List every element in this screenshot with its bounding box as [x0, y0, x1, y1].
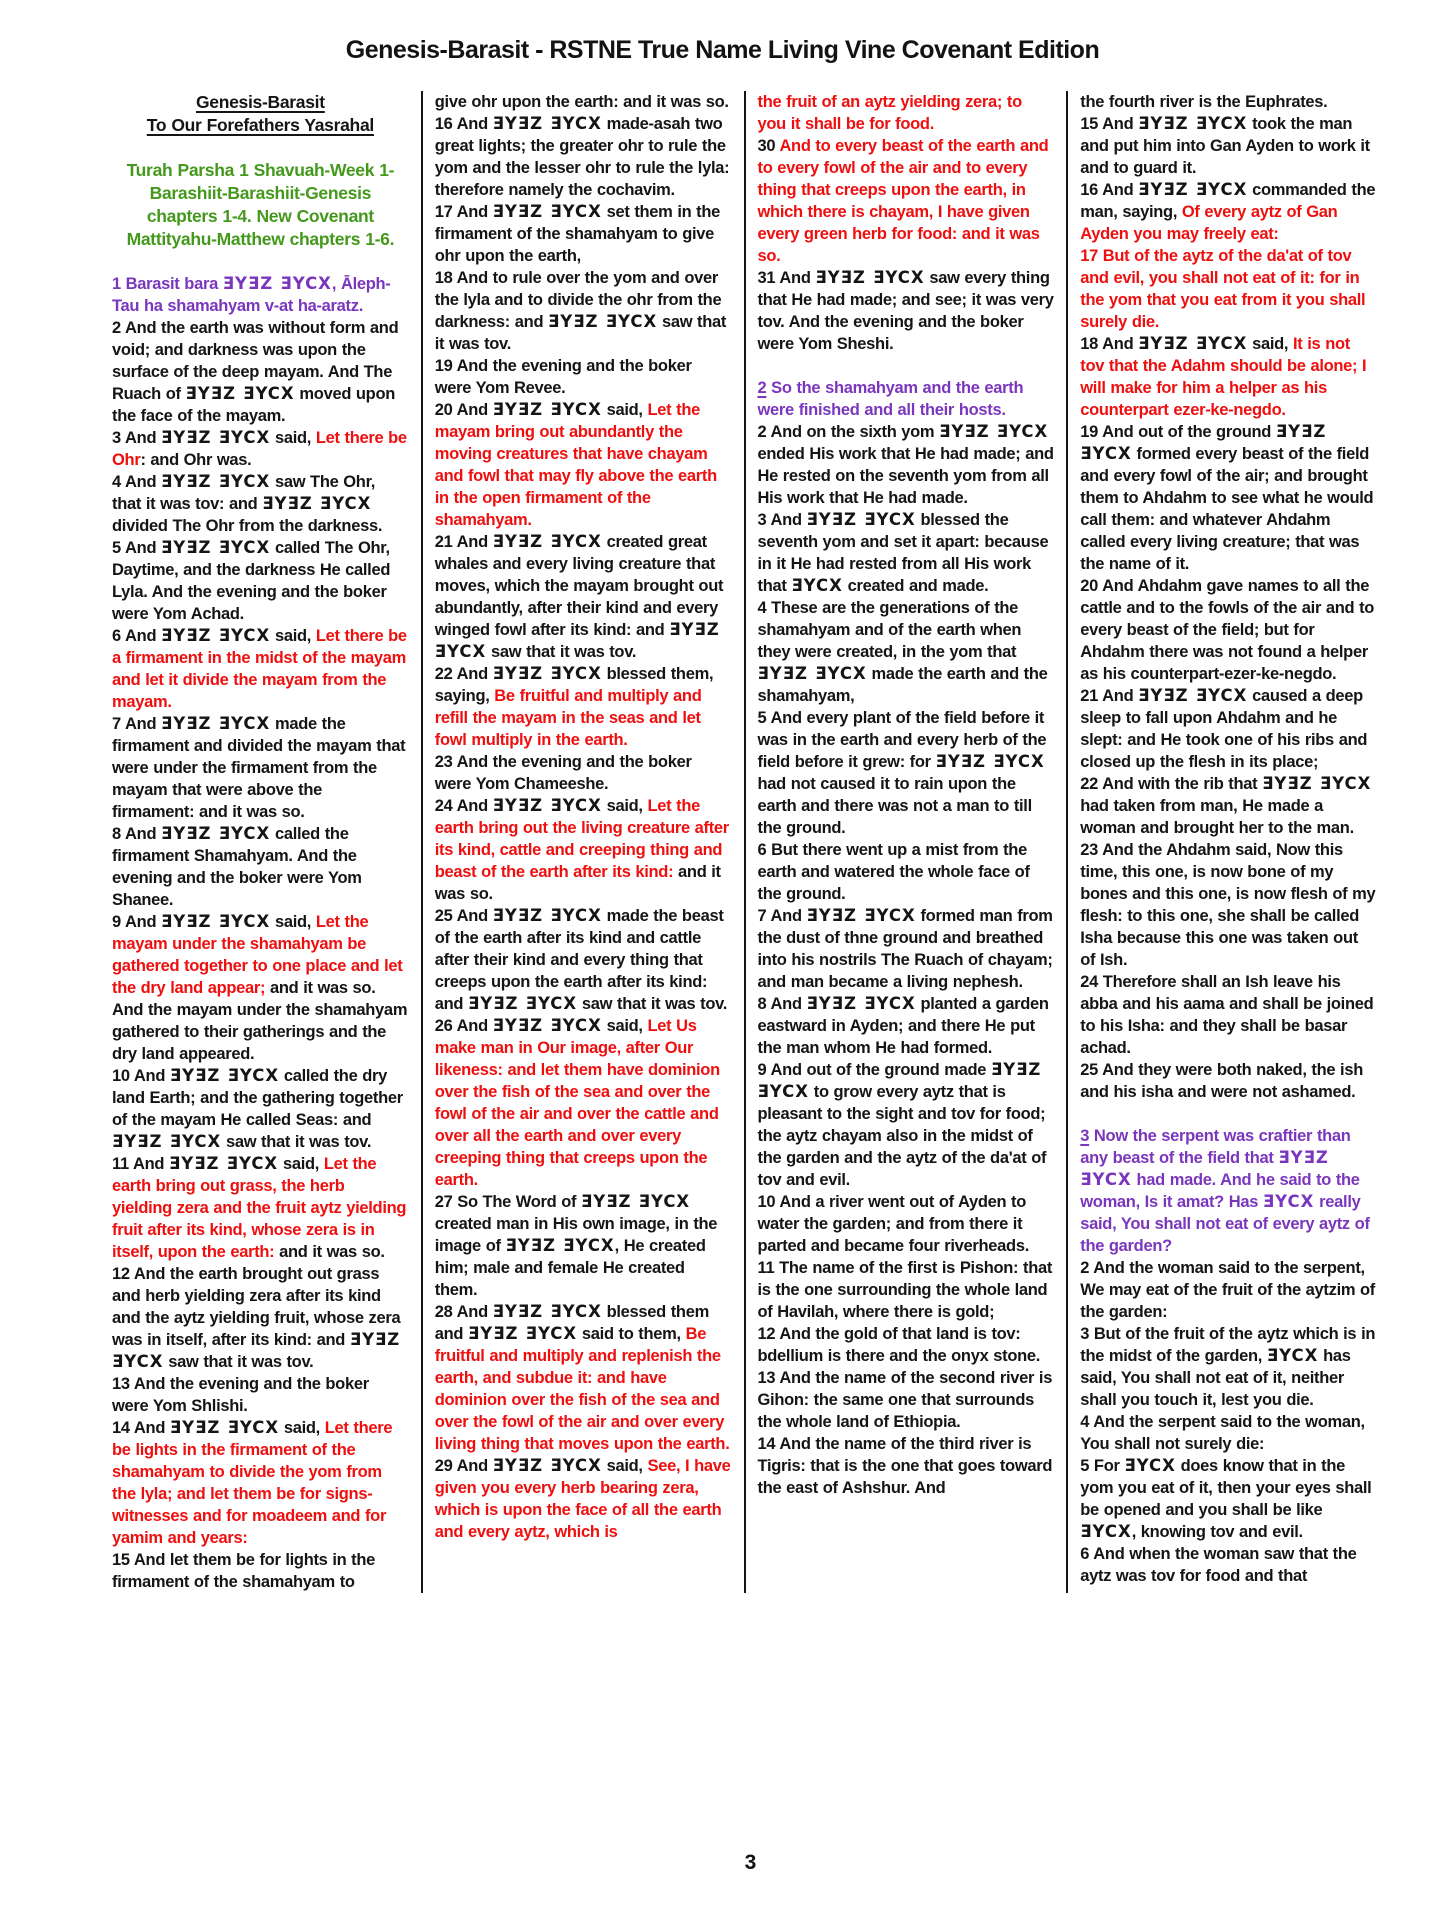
- verse-paragraph: [435, 1191, 732, 1301]
- text-run: the fourth river is the Euphrates.: [1080, 93, 1328, 111]
- book-title-line: Genesis-Barasit: [195, 92, 325, 112]
- text-run: 13 And the evening and the boker were Yom Shlishi.: [112, 1375, 369, 1415]
- chapter-2-opener: [758, 377, 1055, 421]
- spacer: [758, 355, 1055, 377]
- text-run: 9 And ƎYƎZ ƎYCX said,: [112, 912, 316, 931]
- divine-name-paleo: ƎYƎZ ƎYCX: [161, 472, 271, 491]
- text-run: 16 And ƎYƎZ ƎYCX commanded the man, saying,: [1080, 180, 1376, 221]
- text-run: 7 And ƎYƎZ ƎYCX formed man from the dust of thne ground and breathed into his nostrils The Ruach of chayam; and man became a living nephesh.: [757, 906, 1053, 991]
- text-run: 11 And ƎYƎZ ƎYCX said,: [112, 1154, 324, 1173]
- text-run: 25 And they were both naked, the ish and his isha and were not ashamed.: [1080, 1061, 1363, 1101]
- text-run: 24 And ƎYƎZ ƎYCX said,: [434, 796, 648, 815]
- verse-paragraph: [435, 91, 732, 113]
- page-header-title: Genesis-Barasit - RSTNE True Name Living Vine Covenant Edition: [345, 36, 1100, 64]
- text-run: 21 And ƎYƎZ ƎYCX created great whales and every living creature that moves, which the mayam brought out abundantly, after their kind and every winged fowl after its kind: and ƎYƎZ ƎYCX saw that it was tov.: [434, 532, 724, 661]
- divine-name-paleo: ƎYCX: [1080, 1522, 1132, 1541]
- text-run: Now the serpent was craftier than any beast of the field that ƎYƎZ ƎYCX had made. And he said to the woman, Is it amat? Has ƎYCX really said, You shall not eat of every aytz of the garden?: [1080, 1127, 1370, 1255]
- text-run: 11 The name of the first is Pishon: that is the one surrounding the whole land of Havilah, where there is gold;: [757, 1259, 1053, 1321]
- verse-paragraph: [112, 1153, 409, 1263]
- divine-name-paleo: ƎYƎZ ƎYCX: [467, 994, 578, 1013]
- divine-name-paleo: ƎYƎZ ƎYCX: [467, 1324, 578, 1343]
- text-run: Let there be a firmament in the midst of the mayam and let it divide the mayam from the mayam.: [112, 627, 407, 711]
- verse-paragraph: [435, 905, 732, 1015]
- verse-paragraph: [1080, 685, 1377, 773]
- verse-paragraph: [112, 1549, 409, 1593]
- verse-paragraph: [1080, 245, 1377, 333]
- divine-name-paleo: ƎYƎZ ƎYCX: [815, 268, 925, 287]
- text-run: 8 And ƎYƎZ ƎYCX planted a garden eastward in Ayden; and there He put the man whom He had formed.: [757, 994, 1049, 1057]
- divine-name-paleo: ƎYƎZ ƎYCX: [1080, 422, 1327, 463]
- parsha-note: [112, 159, 409, 251]
- verse-paragraph: [1080, 1411, 1377, 1455]
- text-run: 14 And ƎYƎZ ƎYCX said,: [112, 1418, 325, 1437]
- text-run: 12 And the gold of that land is tov: bdellium is there and the onyx stone.: [757, 1325, 1041, 1365]
- text-run: 20 And Ahdahm gave names to all the cattle and to the fowls of the air and to every beast of the field; but for Ahdahm there was not found a helper as his counterpart-ezer-ke-negdo.: [1080, 577, 1375, 683]
- divine-name-paleo: ƎYƎZ ƎYCX: [935, 752, 1045, 771]
- verse-paragraph: [435, 531, 732, 663]
- chapter-number: 2: [757, 379, 767, 397]
- verse-paragraph: [758, 839, 1055, 905]
- text-run: 10 And ƎYƎZ ƎYCX called the dry land Earth; and the gathering together of the mayam He called Seas: and ƎYƎZ ƎYCX saw that it was tov.: [112, 1066, 403, 1151]
- divine-name-paleo: ƎYƎZ ƎYCX: [1138, 180, 1248, 199]
- text-run: 29 And ƎYƎZ ƎYCX said,: [434, 1456, 648, 1475]
- divine-name-paleo: ƎYCX: [1124, 1456, 1176, 1475]
- divine-name-paleo: ƎYƎZ ƎYCX: [169, 1066, 280, 1085]
- verse-paragraph: [758, 1433, 1055, 1499]
- text-run: Let the mayam under the shamahyam be gathered together to one place and let the dry land appear;: [112, 913, 403, 997]
- verse-paragraph: [435, 795, 732, 905]
- text-run: 7 And ƎYƎZ ƎYCX made the firmament and divided the mayam that were under the firmament from the mayam that were above the firmament: and it was so.: [112, 714, 406, 821]
- divine-name-paleo: ƎYƎZ ƎYCX: [492, 400, 602, 419]
- text-run: 19 And the evening and the boker were Yom Revee.: [434, 357, 692, 397]
- verse-paragraph: [112, 1263, 409, 1373]
- text-run: Let the earth bring out the living creature after its kind, cattle and creeping thing and beast of the earth after its kind:: [434, 797, 729, 881]
- verse-paragraph: [435, 267, 732, 355]
- text-run: 8 And ƎYƎZ ƎYCX called the firmament Shamahyam. And the evening and the boker were Yom Shanee.: [112, 824, 362, 909]
- divine-name-paleo: ƎYƎZ ƎYCX: [492, 906, 602, 925]
- divine-name-paleo: ƎYƎZ ƎYCX: [580, 1192, 691, 1211]
- verse-paragraph: [435, 1455, 732, 1543]
- verse-paragraph: [758, 1257, 1055, 1323]
- verse-paragraph: [112, 713, 409, 823]
- text-run: Let there be lights in the firmament of the shamahyam to divide the yom from the lyla; and let them be for signs-witnesses and for moadeem and for yamim and years:: [112, 1419, 393, 1547]
- text-run: 2 And the earth was without form and void; and darkness was upon the surface of the deep mayam. And The Ruach of ƎYƎZ ƎYCX moved upon the face of the mayam.: [112, 319, 399, 425]
- text-run: 4 And ƎYƎZ ƎYCX saw The Ohr, that it was tov: and ƎYƎZ ƎYCX divided The Ohr from the darkness.: [112, 472, 383, 535]
- divine-name-paleo: ƎYƎZ ƎYCX: [161, 714, 271, 733]
- divine-name-paleo: ƎYƎZ ƎYCX: [1262, 774, 1372, 793]
- verse-paragraph: [758, 707, 1055, 839]
- text-run: 16 And ƎYƎZ ƎYCX made-asah two great lights; the greater ohr to rule the yom and the lesser ohr to rule the lyla: therefore namely the cochavim.: [434, 114, 730, 199]
- text-run: 18 And to rule over the yom and over the lyla and to divide the ohr from the darkness: and ƎYƎZ ƎYCX saw that it was tov.: [434, 269, 727, 353]
- text-run: the fruit of an aytz yielding zera; to you it shall be for food.: [757, 93, 1022, 133]
- text-run: 14 And the name of the third river is Tigris: that is the one that goes toward the east of Ashshur. And: [757, 1435, 1053, 1497]
- text-run: 3 And ƎYƎZ ƎYCX said,: [112, 428, 316, 447]
- text-run: 21 And ƎYƎZ ƎYCX caused a deep sleep to fall upon Ahdahm and he slept: and He took one of his ribs and closed up the flesh in its place;: [1080, 686, 1368, 771]
- text-run: 28 And ƎYƎZ ƎYCX blessed them and ƎYƎZ ƎYCX said to them,: [434, 1302, 709, 1343]
- parsha-note-line: chapters 1-4. New Covenant: [146, 206, 374, 226]
- text-run: 12 And the earth brought out grass and herb yielding zera after its kind and the aytz yielding fruit, whose zera was in itself, after its kind: and ƎYƎZ ƎYCX saw that it was tov.: [112, 1265, 401, 1371]
- verse-paragraph: [1080, 773, 1377, 839]
- verse-paragraph: [112, 823, 409, 911]
- verse-paragraph: [758, 1059, 1055, 1191]
- verse-paragraph: [112, 1417, 409, 1549]
- text-run: Let the mayam bring out abundantly the moving creatures that have chayam and fowl that may fly above the earth in the open firmament of the shamahyam.: [434, 401, 717, 529]
- verse-paragraph: [758, 905, 1055, 993]
- divine-name-paleo: ƎYƎZ ƎYCX: [806, 994, 916, 1013]
- text-run: 4 And the serpent said to the woman, You shall not surely die:: [1080, 1413, 1365, 1453]
- text-run: 22 And with the rib that ƎYƎZ ƎYCX had taken from man, He made a woman and brought her to the man.: [1080, 774, 1372, 837]
- verse-paragraph: [758, 421, 1055, 509]
- text-run: Let Us make man in Our image, after Our likeness: and let them have dominion over the fish of the sea and over the fowl of the air and over the cattle and over all the earth and over every creeping thing that creeps upon the earth.: [434, 1017, 720, 1189]
- text-run: 6 And when the woman saw that the aytz was tov for food and that: [1080, 1545, 1357, 1585]
- verse-paragraph: [112, 1373, 409, 1417]
- verse-paragraph: [758, 597, 1055, 707]
- divine-name-paleo: ƎYƎZ ƎYCX: [492, 796, 602, 815]
- text-run: 25 And ƎYƎZ ƎYCX made the beast of the earth after its kind and cattle after their kind and every thing that creeps upon the earth after its kind: and ƎYƎZ ƎYCX saw that it was tov.: [434, 906, 728, 1013]
- divine-name-paleo: ƎYƎZ ƎYCX: [434, 620, 720, 661]
- verse-paragraph: [112, 317, 409, 427]
- text-run: 17 But of the aytz of the da'at of tov and evil, you shall not eat of it: for in the yom that you eat from it you shall surely die.: [1080, 247, 1366, 331]
- text-run: 15 And ƎYƎZ ƎYCX took the man and put him into Gan Ayden to work it and to guard it.: [1080, 114, 1370, 177]
- text-run: 31 And ƎYƎZ ƎYCX saw every thing that He had made; and see; it was very tov. And the evening and the boker were Yom Sheshi.: [757, 268, 1054, 353]
- verse-paragraph: [435, 113, 732, 201]
- verse-paragraph: [1080, 971, 1377, 1059]
- divine-name-paleo: ƎYƎZ ƎYCX: [1080, 1148, 1329, 1189]
- verse-paragraph: [112, 1065, 409, 1153]
- book-title: [112, 91, 409, 137]
- divine-name-paleo: ƎYƎZ ƎYCX: [806, 510, 916, 529]
- verse-paragraph: [1080, 333, 1377, 421]
- text-run: 2 And on the sixth yom ƎYƎZ ƎYCX ended His work that He had made; and He rested on the seventh yom from all His work that He had made.: [757, 422, 1054, 507]
- divine-name-paleo: ƎYCX: [791, 576, 843, 595]
- text-columns: [112, 91, 1389, 1593]
- verse-paragraph: [758, 509, 1055, 597]
- text-run: 17 And ƎYƎZ ƎYCX set them in the firmament of the shamahyam to give ohr upon the earth,: [434, 202, 721, 265]
- parsha-note-line: Turah Parsha 1 Shavuah-Week 1-: [126, 160, 395, 180]
- divine-name-paleo: ƎYCX: [1262, 1192, 1315, 1211]
- text-run: 6 But there went up a mist from the earth and watered the whole face of the ground.: [757, 841, 1030, 903]
- divine-name-paleo: ƎYƎZ ƎYCX: [161, 912, 271, 931]
- text-run: 1 Barasit bara ƎYƎZ ƎYCX, Āleph-Tau ha shamahyam v-at ha-aratz.: [112, 274, 391, 315]
- divine-name-paleo: ƎYƎZ ƎYCX: [492, 664, 602, 683]
- verse-paragraph: [758, 91, 1055, 135]
- verse-paragraph: [1080, 1257, 1377, 1323]
- text-run: 23 And the Ahdahm said, Now this time, this one, is now bone of my bones and this one, is now flesh of my flesh: to this one, she shall be called Isha because this one was taken out of Ish.: [1080, 841, 1376, 969]
- verse-paragraph: [1080, 1455, 1377, 1543]
- verse-paragraph: [112, 911, 409, 1065]
- text-run: 3 And ƎYƎZ ƎYCX blessed the seventh yom and set it apart: because in it He had rested from all His work that ƎYCX created and made.: [757, 510, 1049, 595]
- text-run: See, I have given you every herb bearing zera, which is upon the face of all the earth and every aytz, which is: [434, 1457, 731, 1541]
- verse-paragraph: [758, 1323, 1055, 1367]
- divine-name-paleo: ƎYƎZ ƎYCX: [185, 384, 295, 403]
- verse-paragraph: [1080, 421, 1377, 575]
- text-column-2: [421, 91, 744, 1593]
- verse-paragraph: [112, 537, 409, 625]
- divine-name-paleo: ƎYƎZ ƎYCX: [168, 1154, 279, 1173]
- verse-paragraph: [758, 267, 1055, 355]
- divine-name-paleo: ƎYƎZ ƎYCX: [492, 1016, 602, 1035]
- text-run: 2 And the woman said to the serpent, We may eat of the fruit of the aytzim of the garden:: [1080, 1259, 1375, 1321]
- spacer: [1080, 1103, 1377, 1125]
- verse-paragraph: [112, 273, 409, 317]
- verse-paragraph: [435, 751, 732, 795]
- divine-name-paleo: ƎYƎZ ƎYCX: [492, 1456, 602, 1475]
- text-run: Of every aytz of Gan Ayden you may freely eat:: [1080, 203, 1338, 243]
- verse-paragraph: [758, 135, 1055, 267]
- text-run: So the shamahyam and the earth were finished and all their hosts.: [757, 379, 1024, 419]
- text-run: Be fruitful and multiply and replenish the earth, and subdue it: and have dominion over the fish of the sea and over the fowl of the air and over every living thing that moves upon the earth.: [434, 1325, 730, 1453]
- divine-name-paleo: ƎYƎZ ƎYCX: [757, 664, 867, 683]
- spacer: [112, 137, 409, 159]
- text-run: give ohr upon the earth: and it was so.: [434, 93, 729, 111]
- divine-name-paleo: ƎYƎZ ƎYCX: [492, 1302, 602, 1321]
- divine-name-paleo: ƎYƎZ ƎYCX: [505, 1236, 615, 1255]
- divine-name-paleo: ƎYCX: [1266, 1346, 1319, 1365]
- spacer: [112, 251, 409, 273]
- text-run: 13 And the name of the second river is Gihon: the same one that surrounds the whole land of Ethiopia.: [757, 1369, 1053, 1431]
- text-run: 5 And every plant of the field before it was in the earth and every herb of the field before it grew: for ƎYƎZ ƎYCX had not caused it to rain upon the earth and there was not a man to till the ground.: [757, 709, 1047, 837]
- text-run: 3 But of the fruit of the aytz which is in the midst of the garden, ƎYCX has said, You shall not eat of it, neither shall you touch it, lest you die.: [1080, 1325, 1376, 1409]
- divine-name-paleo: ƎYƎZ ƎYCX: [169, 1418, 280, 1437]
- divine-name-paleo: ƎYƎZ ƎYCX: [222, 274, 332, 293]
- text-run: 10 And a river went out of Ayden to water the garden; and from there it parted and became four riverheads.: [757, 1193, 1029, 1255]
- verse-paragraph: [435, 663, 732, 751]
- text-run: : and Ohr was.: [140, 451, 252, 469]
- divine-name-paleo: ƎYƎZ ƎYCX: [262, 494, 372, 513]
- text-run: 27 So The Word of ƎYƎZ ƎYCX created man in His own image, in the image of ƎYƎZ ƎYCX, He created him; male and female He created them.: [434, 1192, 718, 1299]
- divine-name-paleo: ƎYƎZ ƎYCX: [1138, 114, 1248, 133]
- verse-paragraph: [1080, 179, 1377, 245]
- text-run: 30: [757, 137, 780, 155]
- text-run: 6 And ƎYƎZ ƎYCX said,: [112, 626, 316, 645]
- verse-paragraph: [758, 1367, 1055, 1433]
- verse-paragraph: [1080, 575, 1377, 685]
- divine-name-paleo: ƎYƎZ ƎYCX: [161, 824, 271, 843]
- text-run: 22 And ƎYƎZ ƎYCX blessed them, saying,: [434, 664, 714, 705]
- divine-name-paleo: ƎYƎZ ƎYCX: [161, 428, 271, 447]
- verse-paragraph: [435, 1301, 732, 1455]
- verse-paragraph: [435, 399, 732, 531]
- verse-paragraph: [1080, 1323, 1377, 1411]
- verse-paragraph: [435, 201, 732, 267]
- text-column-3: [744, 91, 1067, 1593]
- parsha-note-line: Barashiit-Barashiit-Genesis: [149, 183, 372, 203]
- divine-name-paleo: ƎYƎZ ƎYCX: [1138, 334, 1248, 353]
- page-number: 3: [744, 1851, 757, 1874]
- divine-name-paleo: ƎYƎZ ƎYCX: [757, 1060, 1042, 1101]
- text-run: 18 And ƎYƎZ ƎYCX said,: [1080, 334, 1293, 353]
- text-run: 9 And out of the ground made ƎYƎZ ƎYCX to grow every aytz that is pleasant to the sight and tov for food; the aytz chayam also in the midst of the garden and the aytz of the da'at of tov and evil.: [757, 1060, 1047, 1189]
- verse-paragraph: [1080, 1543, 1377, 1587]
- verse-paragraph: [1080, 91, 1377, 113]
- verse-paragraph: [1080, 839, 1377, 971]
- text-run: 26 And ƎYƎZ ƎYCX said,: [434, 1016, 648, 1035]
- divine-name-paleo: ƎYƎZ ƎYCX: [548, 312, 658, 331]
- parsha-note-line: Mattityahu-Matthew chapters 1-6.: [126, 229, 395, 249]
- divine-name-paleo: ƎYƎZ ƎYCX: [112, 1132, 222, 1151]
- verse-paragraph: [112, 471, 409, 537]
- text-run: 20 And ƎYƎZ ƎYCX said,: [434, 400, 648, 419]
- text-run: and it was so. And the mayam under the shamahyam gathered to their gatherings and the dry land appeared.: [112, 979, 408, 1063]
- book-title-line: To Our Forefathers Yasrahal: [146, 115, 374, 135]
- verse-paragraph: [758, 993, 1055, 1059]
- verse-paragraph: [758, 1191, 1055, 1257]
- verse-paragraph: [112, 625, 409, 713]
- divine-name-paleo: ƎYƎZ ƎYCX: [1138, 686, 1248, 705]
- verse-paragraph: [435, 355, 732, 399]
- text-run: It is not tov that the Adahm should be alone; I will make for him a helper as his counterpart ezer-ke-negdo.: [1080, 335, 1367, 419]
- text-run: 15 And let them be for lights in the firmament of the shamahyam to: [112, 1551, 376, 1591]
- text-run: 4 These are the generations of the shamahyam and of the earth when they were created, in the yom that ƎYƎZ ƎYCX made the earth and the shamahyam,: [757, 599, 1048, 705]
- text-run: 5 And ƎYƎZ ƎYCX called The Ohr, Daytime, and the darkness He called Lyla. And the evening and the boker were Yom Achad.: [112, 538, 391, 623]
- text-run: and it was so.: [434, 863, 721, 903]
- verse-paragraph: [112, 427, 409, 471]
- text-column-1: [112, 91, 421, 1593]
- chapter-number: 3: [1080, 1127, 1090, 1145]
- divine-name-paleo: ƎYƎZ ƎYCX: [492, 114, 602, 133]
- divine-name-paleo: ƎYƎZ ƎYCX: [161, 538, 271, 557]
- text-run: and it was so.: [274, 1243, 385, 1261]
- text-run: 24 Therefore shall an Ish leave his abba and his aama and shall be joined to his Isha: and they shall be basar achad.: [1080, 973, 1374, 1057]
- text-run: Be fruitful and multiply and refill the mayam in the seas and let fowl multiply in the earth.: [434, 687, 702, 749]
- divine-name-paleo: ƎYƎZ ƎYCX: [161, 626, 271, 645]
- text-run: Let there be Ohr: [112, 429, 407, 469]
- text-column-4: [1066, 91, 1389, 1593]
- text-run: 23 And the evening and the boker were Yom Chameeshe.: [434, 753, 692, 793]
- text-run: Let the earth bring out grass, the herb yielding zera and the fruit aytz yielding fruit after its kind, whose zera is in itself, upon the earth:: [112, 1155, 407, 1261]
- verse-paragraph: [1080, 1059, 1377, 1103]
- divine-name-paleo: ƎYƎZ ƎYCX: [492, 202, 602, 221]
- text-run: 19 And out of the ground ƎYƎZ ƎYCX formed every beast of the field and every fowl of the air; and brought them to Ahdahm to see what he would call them: and whatever Ahdahm called every living creature; that was the name of it.: [1080, 422, 1374, 573]
- chapter-3-opener: [1080, 1125, 1377, 1257]
- divine-name-paleo: ƎYƎZ ƎYCX: [806, 906, 916, 925]
- verse-paragraph: [1080, 113, 1377, 179]
- divine-name-paleo: ƎYƎZ ƎYCX: [939, 422, 1049, 441]
- divine-name-paleo: ƎYƎZ ƎYCX: [492, 532, 602, 551]
- text-run: And to every beast of the earth and to every fowl of the air and to every thing that creeps upon the earth, in which there is chayam, I have given every green herb for food: and it was so.: [757, 137, 1049, 265]
- divine-name-paleo: ƎYƎZ ƎYCX: [112, 1330, 401, 1371]
- verse-paragraph: [435, 1015, 732, 1191]
- text-run: 5 For ƎYCX does know that in the yom you eat of it, then your eyes shall be opened and you shall be like ƎYCX, knowing tov and evil.: [1080, 1456, 1372, 1541]
